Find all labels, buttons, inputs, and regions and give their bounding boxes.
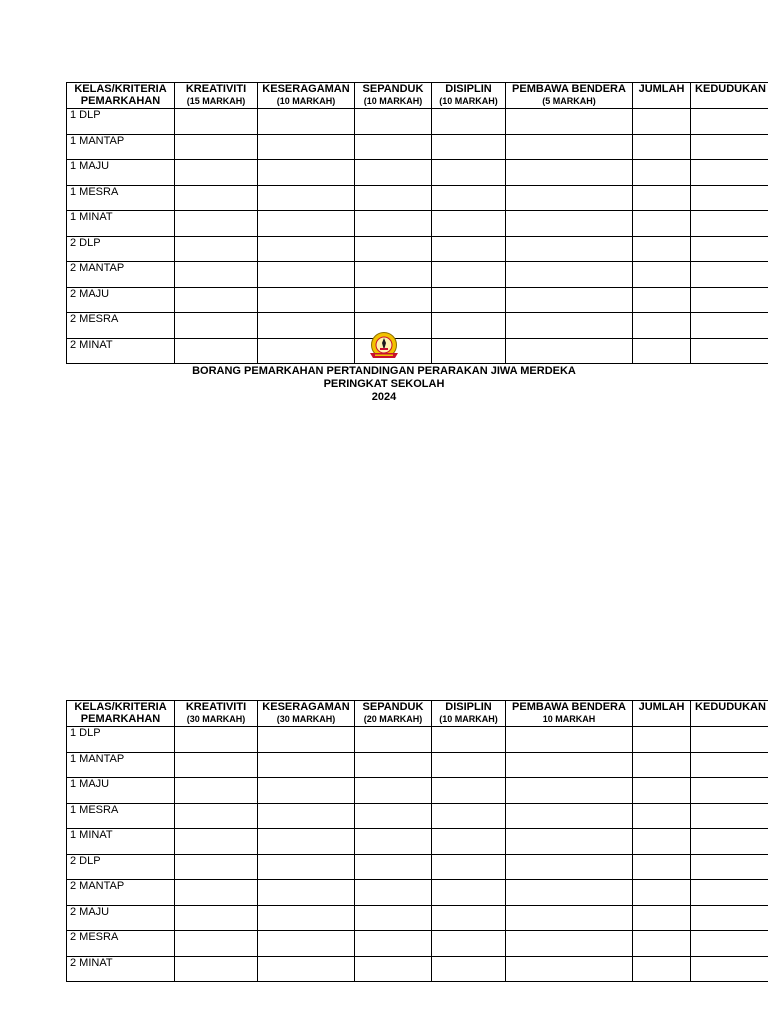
jumlah-cell[interactable] [633,931,691,957]
pembawa-bendera-cell[interactable] [506,880,633,906]
kedudukan-cell[interactable] [691,880,768,906]
kreativiti-cell[interactable] [175,931,258,957]
keseragaman-cell[interactable] [258,905,355,931]
kedudukan-cell[interactable] [691,854,768,880]
sepanduk-cell[interactable] [355,905,432,931]
pembawa-bendera-cell[interactable] [506,160,633,186]
kedudukan-cell[interactable] [691,931,768,957]
header-disiplin: DISIPLIN (10 MARKAH) [432,83,506,109]
header-keseragaman: KESERAGAMAN (10 MARKAH) [258,83,355,109]
kreativiti-cell[interactable] [175,727,258,753]
table-row [67,262,768,288]
header-kedudukan: KEDUDUKAN [691,701,768,727]
class-name-cell: 2 MESRA [67,931,175,957]
table-row [67,931,768,957]
kedudukan-cell[interactable] [691,313,768,339]
class-name-cell: 1 MANTAP [67,752,175,778]
keseragaman-cell[interactable] [258,313,355,339]
disiplin-cell[interactable] [432,185,506,211]
kreativiti-cell[interactable] [175,905,258,931]
jumlah-cell[interactable] [633,109,691,135]
pembawa-bendera-cell[interactable] [506,931,633,957]
kreativiti-cell[interactable] [175,185,258,211]
title-line-3: 2024 [371,391,397,403]
keseragaman-cell[interactable] [258,109,355,135]
class-name-cell: 1 DLP [67,727,175,753]
jumlah-cell[interactable] [633,262,691,288]
keseragaman-cell[interactable] [258,956,355,982]
class-name-cell: 2 MAJU [67,905,175,931]
kedudukan-cell[interactable] [691,236,768,262]
header-kreativiti: KREATIVITI (15 MARKAH) [175,83,258,109]
disiplin-cell[interactable] [432,211,506,237]
table-row [67,727,768,753]
pembawa-bendera-cell[interactable] [506,134,633,160]
keseragaman-cell[interactable] [258,778,355,804]
pembawa-bendera-cell[interactable] [506,854,633,880]
table-row [67,236,768,262]
jumlah-cell[interactable] [633,880,691,906]
title-line-1: BORANG PEMARKAHAN PERTANDINGAN PERARAKAN JIWA MERDEKA [192,365,576,377]
disiplin-cell[interactable] [432,880,506,906]
disiplin-cell[interactable] [432,905,506,931]
keseragaman-cell[interactable] [258,880,355,906]
kedudukan-cell[interactable] [691,185,768,211]
kreativiti-cell[interactable] [175,313,258,339]
table-body-bottom [67,727,768,982]
sepanduk-cell[interactable] [355,134,432,160]
keseragaman-cell[interactable] [258,338,355,364]
class-name-cell: 1 MANTAP [67,134,175,160]
table-row [67,313,768,339]
pembawa-bendera-cell[interactable] [506,752,633,778]
kedudukan-cell[interactable] [691,109,768,135]
class-name-cell: 1 MESRA [67,803,175,829]
kedudukan-cell[interactable] [691,803,768,829]
class-name-cell: 1 MINAT [67,211,175,237]
kedudukan-cell[interactable] [691,829,768,855]
header-class: KELAS/KRITERIA PEMARKAHAN [67,83,175,109]
pembawa-bendera-cell[interactable] [506,211,633,237]
sepanduk-cell[interactable] [355,262,432,288]
sepanduk-cell[interactable] [355,211,432,237]
disiplin-cell[interactable] [432,931,506,957]
disiplin-cell[interactable] [432,956,506,982]
keseragaman-cell[interactable] [258,727,355,753]
kreativiti-cell[interactable] [175,752,258,778]
pembawa-bendera-cell[interactable] [506,338,633,364]
kreativiti-cell[interactable] [175,956,258,982]
sepanduk-cell[interactable] [355,185,432,211]
sepanduk-cell[interactable] [355,109,432,135]
keseragaman-cell[interactable] [258,185,355,211]
header-kedudukan: KEDUDUKAN [691,83,768,109]
keseragaman-cell[interactable] [258,854,355,880]
header-keseragaman: KESERAGAMAN (30 MARKAH) [258,701,355,727]
keseragaman-cell[interactable] [258,931,355,957]
kreativiti-cell[interactable] [175,109,258,135]
kedudukan-cell[interactable] [691,262,768,288]
class-name-cell: 1 MESRA [67,185,175,211]
pembawa-bendera-cell[interactable] [506,185,633,211]
jumlah-cell[interactable] [633,338,691,364]
class-name-cell: 2 MESRA [67,313,175,339]
jumlah-cell[interactable] [633,236,691,262]
kreativiti-cell[interactable] [175,829,258,855]
disiplin-cell[interactable] [432,803,506,829]
header-row [67,83,768,109]
jumlah-cell[interactable] [633,752,691,778]
kreativiti-cell[interactable] [175,262,258,288]
sepanduk-cell[interactable] [355,956,432,982]
pembawa-bendera-cell[interactable] [506,287,633,313]
jumlah-cell[interactable] [633,956,691,982]
class-name-cell: 1 DLP [67,109,175,135]
table-row [67,880,768,906]
pembawa-bendera-cell[interactable] [506,109,633,135]
jumlah-cell[interactable] [633,211,691,237]
disiplin-cell[interactable] [432,236,506,262]
kreativiti-cell[interactable] [175,803,258,829]
header-row [67,701,768,727]
table-row [67,803,768,829]
disiplin-cell[interactable] [432,134,506,160]
jumlah-cell[interactable] [633,905,691,931]
sepanduk-cell[interactable] [355,752,432,778]
header-disiplin: DISIPLIN (10 MARKAH) [432,701,506,727]
pembawa-bendera-cell[interactable] [506,778,633,804]
pembawa-bendera-cell[interactable] [506,905,633,931]
table-row [67,905,768,931]
school-crest-icon [367,331,401,363]
kedudukan-cell[interactable] [691,778,768,804]
sepanduk-cell[interactable] [355,931,432,957]
class-name-cell: 2 MINAT [67,338,175,364]
kreativiti-cell[interactable] [175,211,258,237]
table-row [67,109,768,135]
pembawa-bendera-cell[interactable] [506,727,633,753]
sepanduk-cell[interactable] [355,880,432,906]
disiplin-cell[interactable] [432,262,506,288]
kedudukan-cell[interactable] [691,338,768,364]
class-name-cell: 2 DLP [67,854,175,880]
keseragaman-cell[interactable] [258,160,355,186]
kedudukan-cell[interactable] [691,134,768,160]
kedudukan-cell[interactable] [691,956,768,982]
jumlah-cell[interactable] [633,185,691,211]
class-name-cell: 2 MANTAP [67,262,175,288]
kreativiti-cell[interactable] [175,338,258,364]
kedudukan-cell[interactable] [691,211,768,237]
table-row [67,829,768,855]
jumlah-cell[interactable] [633,803,691,829]
keseragaman-cell[interactable] [258,134,355,160]
header-pembawa-bendera: PEMBAWA BENDERA (5 MARKAH) [506,83,633,109]
sepanduk-cell[interactable] [355,803,432,829]
class-name-cell: 2 DLP [67,236,175,262]
pembawa-bendera-cell[interactable] [506,956,633,982]
disiplin-cell[interactable] [432,313,506,339]
form-title [0,365,768,404]
pembawa-bendera-cell[interactable] [506,236,633,262]
jumlah-cell[interactable] [633,854,691,880]
jumlah-cell[interactable] [633,287,691,313]
jumlah-cell[interactable] [633,160,691,186]
scoring-table-top [66,82,768,364]
kreativiti-cell[interactable] [175,160,258,186]
table-row [67,956,768,982]
disiplin-cell[interactable] [432,287,506,313]
table-row [67,287,768,313]
kedudukan-cell[interactable] [691,905,768,931]
header-pembawa-bendera: PEMBAWA BENDERA 10 MARKAH [506,701,633,727]
class-name-cell: 2 MANTAP [67,880,175,906]
header-class: KELAS/KRITERIA PEMARKAHAN [67,701,175,727]
pembawa-bendera-cell[interactable] [506,803,633,829]
keseragaman-cell[interactable] [258,262,355,288]
keseragaman-cell[interactable] [258,752,355,778]
scoring-table-bottom [66,700,768,982]
table-body-top [67,109,768,364]
table-row [67,134,768,160]
jumlah-cell[interactable] [633,727,691,753]
sepanduk-cell[interactable] [355,829,432,855]
jumlah-cell[interactable] [633,313,691,339]
header-jumlah: JUMLAH [633,83,691,109]
table-row [67,854,768,880]
header-kreativiti: KREATIVITI (30 MARKAH) [175,701,258,727]
kreativiti-cell[interactable] [175,854,258,880]
sepanduk-cell[interactable] [355,778,432,804]
header-sepanduk: SEPANDUK (10 MARKAH) [355,83,432,109]
kedudukan-cell[interactable] [691,727,768,753]
keseragaman-cell[interactable] [258,803,355,829]
disiplin-cell[interactable] [432,778,506,804]
keseragaman-cell[interactable] [258,829,355,855]
class-name-cell: 1 MAJU [67,160,175,186]
kreativiti-cell[interactable] [175,778,258,804]
kreativiti-cell[interactable] [175,236,258,262]
keseragaman-cell[interactable] [258,236,355,262]
sepanduk-cell[interactable] [355,854,432,880]
disiplin-cell[interactable] [432,338,506,364]
header-sepanduk: SEPANDUK (20 MARKAH) [355,701,432,727]
disiplin-cell[interactable] [432,160,506,186]
table-row [67,160,768,186]
header-jumlah: JUMLAH [633,701,691,727]
table-row [67,211,768,237]
jumlah-cell[interactable] [633,829,691,855]
keseragaman-cell[interactable] [258,211,355,237]
pembawa-bendera-cell[interactable] [506,829,633,855]
sepanduk-cell[interactable] [355,287,432,313]
sepanduk-cell[interactable] [355,160,432,186]
pembawa-bendera-cell[interactable] [506,313,633,339]
jumlah-cell[interactable] [633,778,691,804]
jumlah-cell[interactable] [633,134,691,160]
kreativiti-cell[interactable] [175,134,258,160]
pembawa-bendera-cell[interactable] [506,262,633,288]
kedudukan-cell[interactable] [691,752,768,778]
class-name-cell: 2 MINAT [67,956,175,982]
class-name-cell: 1 MAJU [67,778,175,804]
table-row [67,338,768,364]
kreativiti-cell[interactable] [175,287,258,313]
disiplin-cell[interactable] [432,752,506,778]
kreativiti-cell[interactable] [175,880,258,906]
sepanduk-cell[interactable] [355,727,432,753]
class-name-cell: 2 MAJU [67,287,175,313]
table-row [67,185,768,211]
kedudukan-cell[interactable] [691,160,768,186]
keseragaman-cell[interactable] [258,287,355,313]
sepanduk-cell[interactable] [355,236,432,262]
table-row [67,752,768,778]
disiplin-cell[interactable] [432,854,506,880]
title-line-2: PERINGKAT SEKOLAH [323,378,445,390]
disiplin-cell[interactable] [432,109,506,135]
table-row [67,778,768,804]
class-name-cell: 1 MINAT [67,829,175,855]
kedudukan-cell[interactable] [691,287,768,313]
disiplin-cell[interactable] [432,727,506,753]
disiplin-cell[interactable] [432,829,506,855]
